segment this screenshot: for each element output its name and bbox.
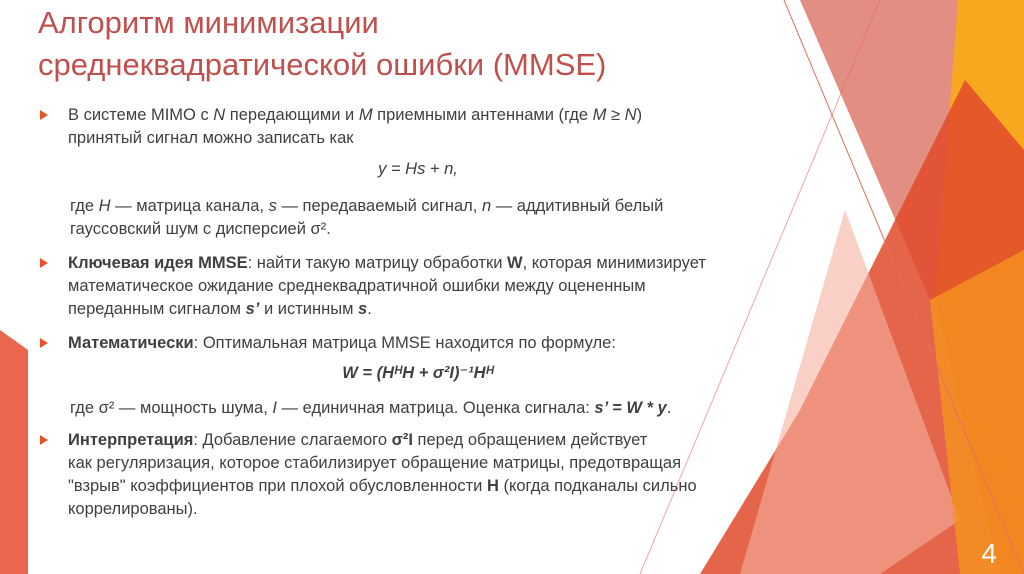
- text: математическое ожидание среднеквадратичной ошибки между оцененным: [68, 277, 646, 295]
- text: переданным сигналом: [68, 300, 246, 318]
- text: .: [666, 399, 672, 417]
- text: приемными антеннами (где: [372, 106, 593, 124]
- slide-title: [38, 2, 798, 86]
- text: передающими и: [225, 106, 359, 124]
- formula1-explanation: [38, 195, 798, 241]
- bullet-arrow-icon: [40, 110, 48, 120]
- text: .: [367, 300, 372, 318]
- label: Математически: [68, 334, 194, 352]
- regularization-term: σ²I: [391, 431, 413, 449]
- text: где σ² — мощность шума,: [70, 399, 273, 417]
- text: где: [70, 197, 99, 215]
- label: Ключевая идея MMSE: [68, 254, 248, 272]
- var-m: M: [592, 106, 607, 124]
- var-m: M: [358, 106, 373, 124]
- text: — аддитивный белый: [491, 197, 664, 215]
- text: как регуляризация, которое стабилизирует обращение матрицы, предотвращая: [68, 454, 682, 472]
- text: и истинным: [259, 300, 359, 318]
- text: гауссовский шум с дисперсией σ².: [70, 220, 331, 238]
- text: — передаваемый сигнал,: [276, 197, 482, 215]
- label: Интерпретация: [68, 431, 194, 449]
- var-i: I: [272, 399, 277, 417]
- text: ): [636, 106, 643, 124]
- text: В системе MIMO с: [68, 106, 214, 124]
- left-edge-shape: [0, 330, 28, 574]
- var-s: s: [268, 197, 277, 215]
- title-line-2: среднеквадратической ошибки (MMSE): [38, 47, 607, 82]
- bullet-interpretation: [38, 429, 798, 521]
- text: "взрыв" коэффициентов при плохой обусловленности: [68, 477, 487, 495]
- text: ≥: [606, 106, 625, 124]
- text: : Добавление слагаемого: [193, 431, 392, 449]
- bullet-arrow-icon: [40, 435, 48, 445]
- slide-number: 4: [981, 538, 997, 569]
- var-n: N: [213, 106, 226, 124]
- text: : найти такую матрицу обработки: [247, 254, 508, 272]
- text: : Оптимальная матрица MMSE находится по формуле:: [193, 334, 616, 352]
- formula-received-signal: y = Hs + n,: [378, 160, 458, 178]
- var-n: n: [481, 197, 492, 215]
- bullet-key-idea: [38, 252, 798, 321]
- var-s-hat: s’: [245, 300, 260, 318]
- bullet-mathematically: [38, 332, 798, 355]
- var-h: H: [98, 197, 111, 215]
- text: (когда подканалы сильно: [498, 477, 697, 495]
- var-n: N: [624, 106, 637, 124]
- text: коррелированы).: [68, 500, 198, 518]
- bullet-arrow-icon: [40, 338, 48, 348]
- formula2-explanation: [38, 397, 798, 420]
- slide-content: [38, 104, 798, 521]
- bullet-mimo-system: [38, 104, 798, 150]
- text: — матрица канала,: [110, 197, 269, 215]
- text: перед обращением действует: [412, 431, 648, 449]
- var-h: H: [486, 477, 499, 495]
- var-s: s: [358, 300, 368, 318]
- var-w: W: [507, 254, 523, 272]
- text: , которая минимизирует: [522, 254, 706, 272]
- signal-estimate: s’ = W * y: [594, 399, 667, 417]
- text: — единичная матрица. Оценка сигнала:: [276, 399, 595, 417]
- title-line-1: Алгоритм минимизации: [38, 5, 379, 40]
- text: принятый сигнал можно записать как: [68, 129, 354, 147]
- bullet-arrow-icon: [40, 258, 48, 268]
- formula-mmse-matrix: W = (HᴴH + σ²I)⁻¹Hᴴ: [342, 364, 494, 382]
